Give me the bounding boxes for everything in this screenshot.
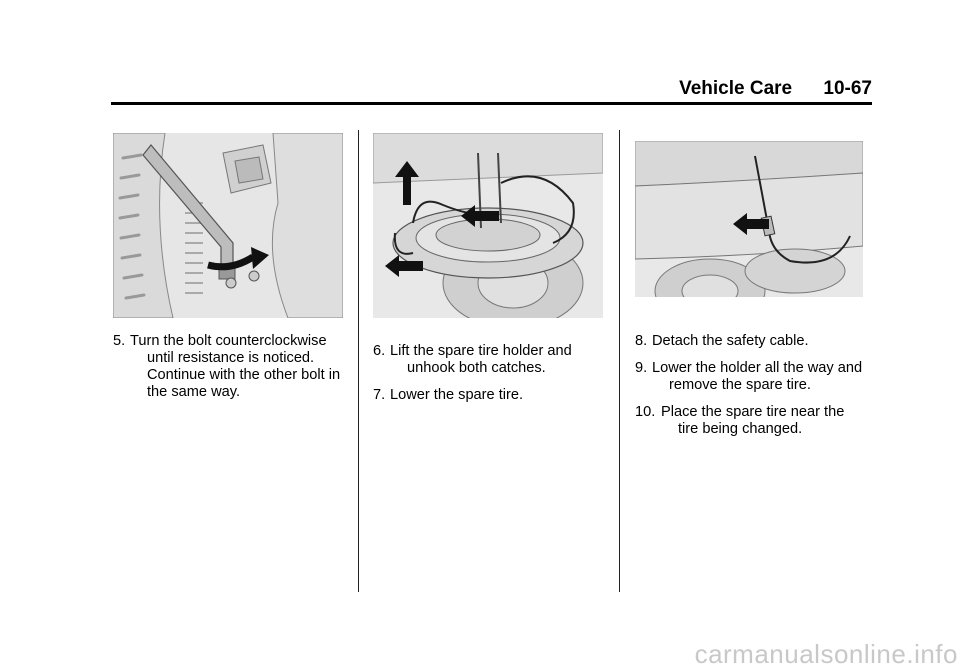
bolt-turn-drawing xyxy=(113,133,343,318)
column-divider xyxy=(619,130,620,592)
steps-list-column-2 xyxy=(373,343,609,414)
step-text: Detach the safety cable. xyxy=(652,333,809,349)
section-title: Vehicle Care xyxy=(679,78,793,99)
step-text: Lift the spare tire holder and unhook both catches. xyxy=(390,343,572,376)
step-item xyxy=(113,333,353,401)
step-number: 7. xyxy=(373,387,386,403)
step-number: 10. xyxy=(635,404,656,420)
bolt-turn-illustration xyxy=(113,133,343,318)
step-item xyxy=(635,404,867,438)
steps-list-column-1 xyxy=(113,333,353,411)
step-text: Lower the spare tire. xyxy=(390,387,524,403)
safety-cable-drawing xyxy=(635,141,863,297)
step-number: 6. xyxy=(373,343,386,359)
safety-cable-illustration xyxy=(635,141,863,297)
step-text: Place the spare tire near the tire being changed. xyxy=(661,404,845,437)
step-number: 9. xyxy=(635,360,648,376)
step-text: Lower the holder all the way and remove the spare tire. xyxy=(652,360,863,393)
step-number: 8. xyxy=(635,333,648,349)
steps-list-column-3 xyxy=(635,333,867,448)
step-item xyxy=(373,343,609,377)
page-header xyxy=(679,78,872,100)
step-item xyxy=(635,333,867,350)
header-rule xyxy=(111,102,872,105)
step-text: Turn the bolt counterclockwise until resistance is noticed. Continue with the other bolt in the same way. xyxy=(130,333,341,400)
step-item xyxy=(373,387,609,404)
step-item xyxy=(635,360,867,394)
watermark: carmanualsonline.info xyxy=(694,639,958,669)
spare-tire-drawing xyxy=(373,133,603,318)
page-number: 10-67 xyxy=(823,78,872,99)
step-number: 5. xyxy=(113,333,126,349)
spare-tire-holder-illustration xyxy=(373,133,603,318)
column-divider xyxy=(358,130,359,592)
